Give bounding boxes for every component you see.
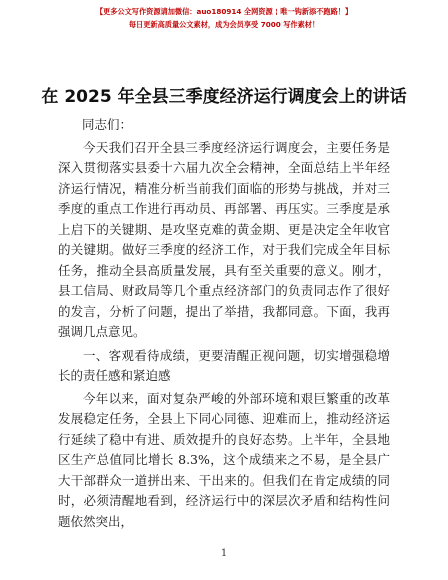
promo-banner-line-2: 每日更新高质量公文素材，成为会员享受 7000 写作素材！ bbox=[128, 20, 320, 29]
promo-banner bbox=[0, 6, 448, 31]
section-heading: 一、客观看待成绩，更要清醒正视问题，切实增强稳增长的责任感和紧迫感 bbox=[58, 347, 390, 383]
page-number: 1 bbox=[220, 548, 228, 559]
body-paragraph: 今天我们召开全县三季度经济运行调度会，主要任务是深入贯彻落实县委十六届九次全会精神，全面总结上半年经济运行情况，精准分析当前我们面临的形势与挑战，并对三季度的重点工作进行再动员、再部署、再压实。三季度是承上启下的关键期、是攻坚克难的黄金期、更是决定全年收官的关键期。做好三季度的经济工作，对于我们完成全年目标任务，推动全县高质量发展，具有至关重要的意义。刚才，县工信局、财政局等几个重点经济部门的负责同志作了很好的发言，分析了问题，提出了举措，我都同意。下面，我再强调几点意见。 bbox=[58, 139, 390, 339]
body-paragraph: 今年以来，面对复杂严峻的外部环境和艰巨繁重的改革发展稳定任务，全县上下同心同德、迎难而上，推动经济运行延续了稳中有进、质效提升的良好态势。上半年，全县地区生产总值同比增长 8.3%，这个成绩来之不易，是全县广大干部群众一道拼出来、干出来的。但我们在肯定成绩的同时，必须清醒地看到，经济运行中的深层次矛盾和结构性问题依然突出， bbox=[58, 390, 390, 529]
promo-banner-line-1: 【更多公文写作资源请加微信：auo180914 全网资源 ¦ 唯一钩新添不跑路！】 bbox=[95, 7, 353, 16]
document-title: 在 2025 年全县三季度经济运行调度会上的讲话 bbox=[41, 87, 407, 107]
document-body bbox=[58, 115, 390, 532]
salutation: 同志们： bbox=[82, 117, 133, 132]
